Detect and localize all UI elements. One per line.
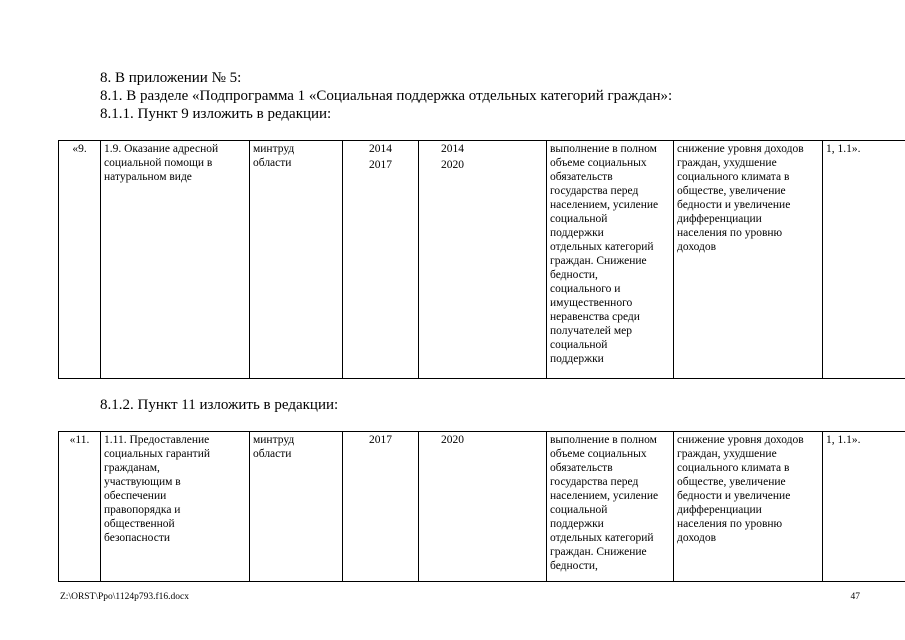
heading-line-3: 8.1.1. Пункт 9 изложить в редакции: bbox=[100, 106, 332, 122]
item-number: «9. bbox=[59, 141, 101, 379]
table-row bbox=[59, 432, 905, 582]
table-item-11 bbox=[58, 431, 905, 582]
start-year-1: 2014 bbox=[369, 143, 392, 155]
measure-name: 1.11. Предоставление социальных гарантий гражданам, участвующим в обеспечении правопорядка и общественной безопасности bbox=[101, 432, 250, 582]
indicators: 1, 1.1». bbox=[823, 432, 905, 582]
end-year: 2020 bbox=[419, 432, 547, 582]
executor: минтруд области bbox=[250, 141, 343, 379]
start-years bbox=[343, 141, 419, 379]
subheading-item-11: 8.1.2. Пункт 11 изложить в редакции: bbox=[100, 397, 339, 413]
heading-line-1: 8. В приложении № 5: bbox=[100, 70, 242, 86]
end-year-1: 2014 bbox=[441, 143, 464, 155]
item-number: «11. bbox=[59, 432, 101, 582]
table-item-9 bbox=[58, 140, 905, 379]
start-year: 2017 bbox=[343, 432, 419, 582]
footer-file-path: Z:\ORST\Ppo\1124p793.f16.docx bbox=[60, 592, 189, 602]
expected-result: выполнение в полном объеме социальных обязательств государства перед населением, усиление социальной поддержки отдельных категорий граждан. Снижение бедности, bbox=[547, 432, 674, 582]
start-year-2: 2017 bbox=[369, 159, 392, 171]
heading-line-2: 8.1. В разделе «Подпрограмма 1 «Социальная поддержка отдельных категорий граждан»: bbox=[100, 88, 673, 104]
page-number: 47 bbox=[850, 592, 860, 602]
end-years bbox=[419, 141, 547, 379]
measure-name: 1.9. Оказание адресной социальной помощи в натуральном виде bbox=[101, 141, 250, 379]
executor: минтруд области bbox=[250, 432, 343, 582]
expected-result: выполнение в полном объеме социальных обязательств государства перед населением, усиление социальной поддержки отдельных категорий граждан. Снижение бедности, социального и имущественного неравенства среди получателей мер социальной поддержки bbox=[547, 141, 674, 379]
end-year-2: 2020 bbox=[441, 159, 464, 171]
consequences: снижение уровня доходов граждан, ухудшение социального климата в обществе, увеличение бедности и увеличение дифференциации населения по уровню доходов bbox=[674, 432, 823, 582]
table-row bbox=[59, 141, 905, 379]
indicators: 1, 1.1». bbox=[823, 141, 905, 379]
consequences: снижение уровня доходов граждан, ухудшение социального климата в обществе, увеличение бедности и увеличение дифференциации населения по уровню доходов bbox=[674, 141, 823, 379]
